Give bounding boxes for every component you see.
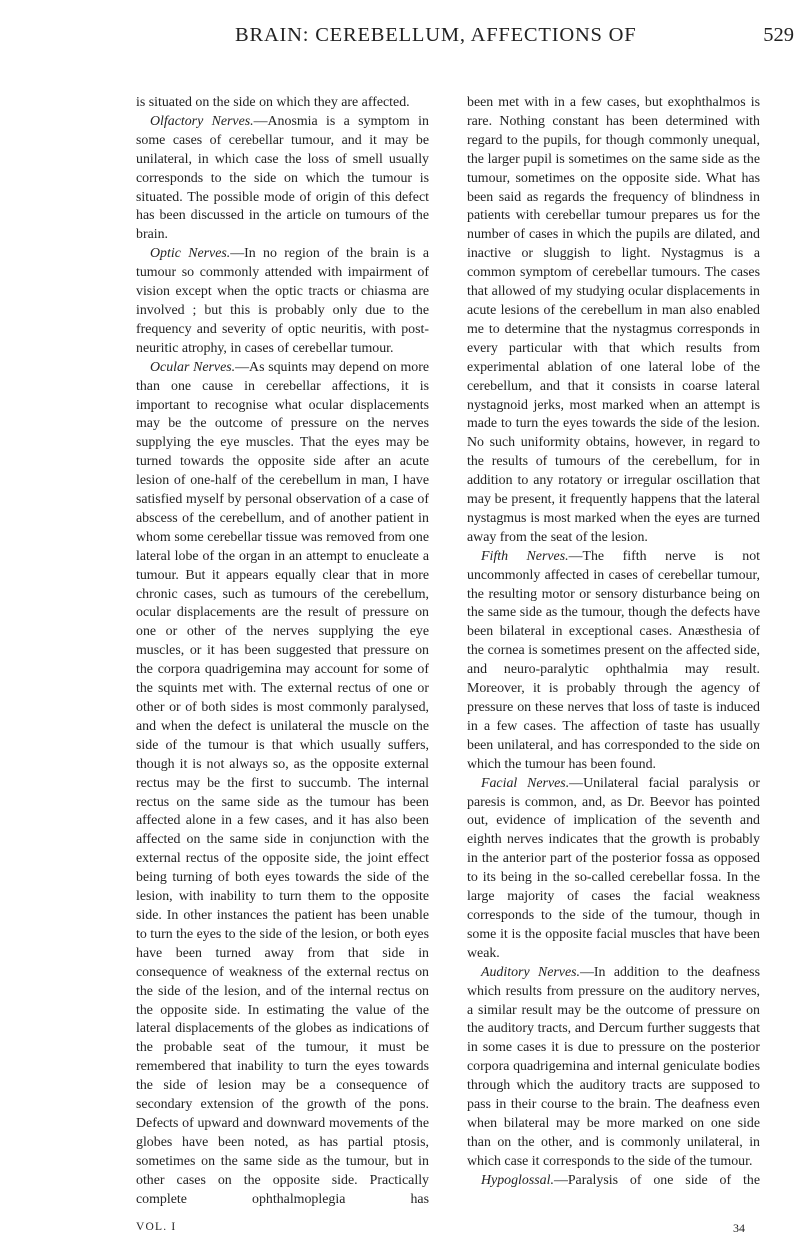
section-heading: Auditory Nerves. bbox=[481, 964, 581, 980]
page-header bbox=[120, 18, 800, 58]
paragraph-text: —In addition to the deafness which results from pressure on the auditory nerves, a similar result may be the outcome of pressure on the auditory tracts, and Dercum further suggests that in some cases it is due to pressure on the posterior corpora quadrigemina and internal geniculate bodies through which the auditory tracts are supposed to pass in their course to the brain. The deafness even when bilateral may be more marked on one side than on the other, and is commonly unilateral, in which case it corresponds to the side of the tumour. bbox=[467, 964, 760, 1169]
paragraph-text: —The fifth nerve is not uncommonly affected in cases of cerebellar tumour, the resulting motor or sensory disturbance being on the same side as the tumour, though the defects have been bilateral in exceptional cases. Anæsthesia of the cornea is sometimes present on the affected side, and neuro-paralytic ophthalmia may result. Moreover, it is probably through the agency of pressure on these nerves that loss of taste is induced in a few cases. The affection of taste has usually been unilateral, and has corresponded to the side on which the tumour has been found. bbox=[467, 548, 760, 772]
paragraph bbox=[136, 94, 429, 113]
section-heading: Olfactory Nerves. bbox=[150, 113, 254, 129]
volume-mark: VOL. I bbox=[136, 1221, 177, 1233]
paragraph-text: —Unilateral facial paralysis or paresis is common, and, as Dr. Beevor has pointed out, evidence of implication of the seventh and eighth nerves indicates that the growth is probably in the anterior part of the posterior fossa as opposed to its being in the so-called cerebellar fossa. In the large majority of cases the facial weakness corresponds to the side of the tumour, though in some it is the opposite facial muscles that have been weak. bbox=[467, 775, 760, 961]
paragraph bbox=[136, 245, 429, 358]
section-heading: Optic Nerves. bbox=[150, 246, 231, 262]
paragraph bbox=[467, 94, 760, 548]
paragraph-text: —In no region of the brain is a tumour so commonly attended with impairment of vision except when the optic tracts or chiasma are involved ; but this is probably only due to the frequency and severity of optic neuritis, with post-neuritic atrophy, in cases of cerebellar tumour. bbox=[136, 246, 429, 356]
paragraph-text: —Anosmia is a symptom in some cases of cerebellar tumour, and it may be unilateral, in which case the loss of smell usually corresponds to the side on which the tumour is situated. The possible mode of origin of this defect has been discussed in the article on tumours of the brain. bbox=[136, 113, 429, 243]
paragraph bbox=[136, 359, 429, 1210]
running-title: BRAIN: CEREBELLUM, AFFECTIONS OF bbox=[235, 24, 637, 46]
paragraph-text: —As squints may depend on more than one cause in cerebellar affections, it is important to recognise what ocular displacements may be the outcome of pressure on the nerves supplying the eye muscles. That the eyes may be turned towards the opposite side after an acute lesion of one-half of the cerebellum in man, I have satisfied myself by personal observation of a case of abscess of the cerebellum, and of another patient in whom some cerebellar tissue was removed from one lateral lobe of the organ in an attempt to enucleate a tumour. But it appears equally clear that in more chronic cases, such as tumours of the cerebellum, ocular displacements are the result of pressure on one or other of the nerves supplying the eye muscles, or it has been suggested that pressure on the corpora quadrigemina may account for some of the squints met with. The external rectus of one or other or of both sides is most commonly paralysed, and when the defect is unilateral the muscle on the side of the tumour is that which usually suffers, though it is not always so, as the opposite external rectus may be the first to succumb. The internal rectus on the same side as the tumour has been affected alone in a few cases, and it has also been affected on the same side in conjunction with the external rectus of the opposite side, the joint effect being turning of both eyes towards the side of the lesion, with inability to turn them to the opposite side. In other instances the patient has been unable to turn the eyes to the side of the lesion, or both eyes have been turned away from that side in consequence of weakness of the external rectus on the side of the lesion, and of the internal rectus on the opposite side. In estimating the value of the lateral displacements of the globes as indications of the probable seat of the tumour, it must be remembered that inability to turn the eyes towards the side of lesion may be a consequence of secondary extension of the growth of the pons. Defects of upward and downward movements of the globes have been noted, as has partial ptosis, sometimes on the same side as the tumour, but in other cases on the opposite side. Practically complete ophthalmoplegia has bbox=[136, 359, 429, 1207]
section-heading: Ocular Nerves. bbox=[150, 359, 236, 375]
section-heading: Fifth Nerves. bbox=[481, 548, 569, 564]
section-heading: Hypoglossal. bbox=[481, 1172, 554, 1188]
paragraph bbox=[136, 113, 429, 245]
page-number: 529 bbox=[763, 24, 794, 46]
paragraph-text: —Paralysis of one side of the bbox=[553, 1172, 760, 1188]
left-column bbox=[136, 94, 429, 1209]
paragraph bbox=[467, 548, 760, 775]
right-column bbox=[467, 94, 760, 1191]
paragraph-text: been met with in a few cases, but exophthalmos is rare. Nothing constant has been determined with regard to the pupils, for though commonly unequal, the larger pupil is sometimes on the same side as the tumour, sometimes on the opposite side. What has been said as regards the frequency of blindness in patients with cerebellar tumour prepares us for the number of cases in which the pupils are dilated, and inactive or sluggish to light. Nystagmus is a common symptom of cerebellar tumours. The cases that allowed of my studying ocular displacements in acute lesions of the cerebellum in man also enabled me to determine that the nystagmus corresponds in every particular with that which results from experimental ablation of one lateral lobe of the cerebellum, and that it consists in coarse lateral nystagnoid jerks, most marked when an attempt is made to turn the eyes towards the side of the lesion. No such uniformity obtains, however, in regard to the results of tumours of the cerebellum, for in addition to any rotatory or irregular oscillation that may be present, it frequently happens that the lateral nystagmus is most marked when the eyes are turned away from the seat of the lesion. bbox=[467, 95, 760, 545]
paragraph-text: is situated on the side on which they are affected. bbox=[136, 95, 410, 110]
section-heading: Facial Nerves. bbox=[481, 775, 570, 791]
paragraph bbox=[467, 1172, 760, 1191]
signature-mark: 34 bbox=[733, 1221, 745, 1235]
paragraph bbox=[467, 964, 760, 1172]
paragraph bbox=[467, 775, 760, 964]
